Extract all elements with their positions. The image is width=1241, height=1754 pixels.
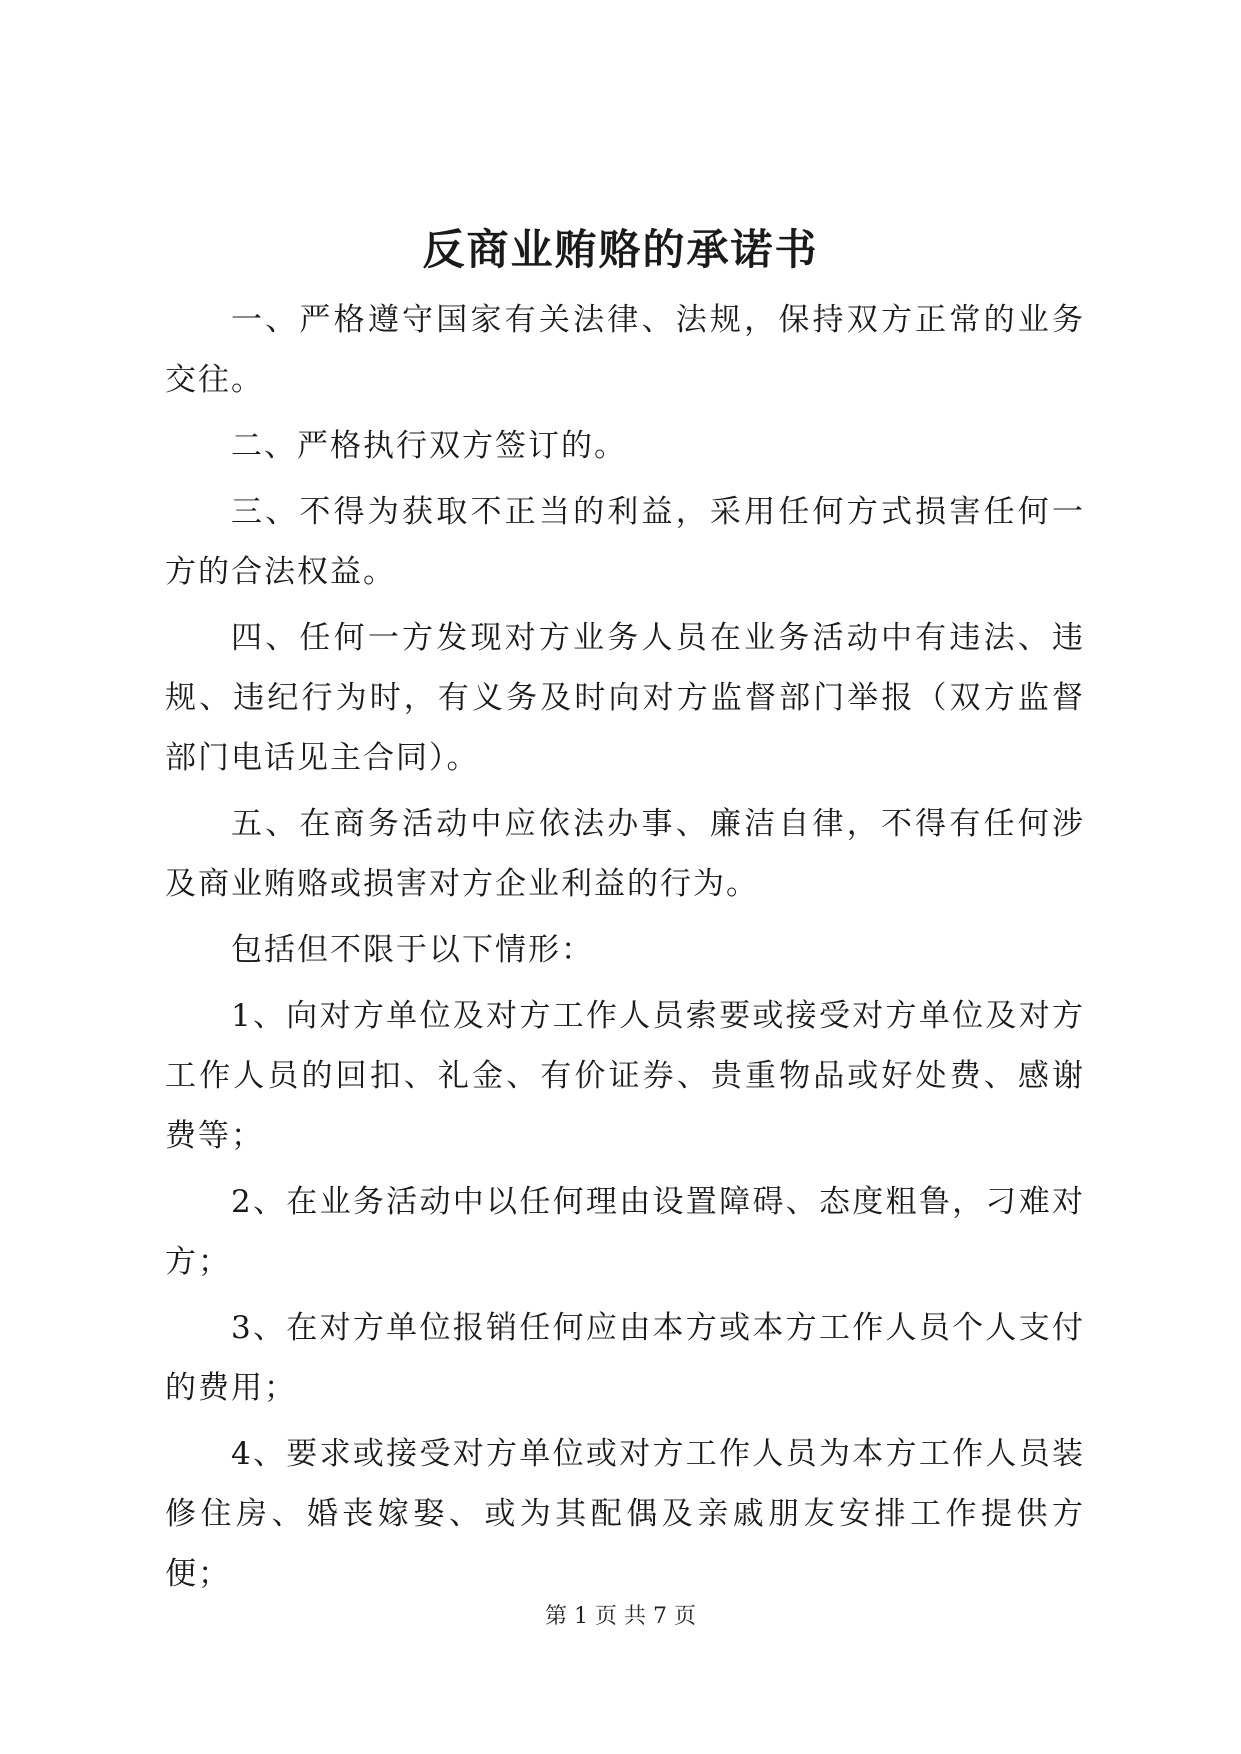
paragraph-7: 1、向对方单位及对方工作人员索要或接受对方单位及对方工作人员的回扣、礼金、有价证券、贵重物品或好处费、感谢费等； (165, 998, 1085, 1154)
paragraph-6: 包括但不限于以下情形： (231, 932, 594, 968)
paragraph-1: 一、严格遵守国家有关法律、法规，保持双方正常的业务交往。 (165, 302, 1085, 398)
page-number-footer: 第 1 页 共 7 页 (545, 1604, 696, 1629)
paragraph-2: 二、严格执行双方签订的。 (231, 428, 627, 464)
paragraph-4: 四、任何一方发现对方业务人员在业务活动中有违法、违规、违纪行为时，有义务及时向对方监督部门举报（双方监督部门电话见主合同）。 (165, 620, 1085, 776)
paragraph-10: 4、要求或接受对方单位或对方工作人员为本方工作人员装修住房、婚丧嫁娶、或为其配偶及亲戚朋友安排工作提供方便； (165, 1436, 1085, 1592)
paragraph-3: 三、不得为获取不正当的利益，采用任何方式损害任何一方的合法权益。 (165, 494, 1085, 590)
paragraph-8: 2、在业务活动中以任何理由设置障碍、态度粗鲁，刁难对方； (165, 1184, 1085, 1280)
paragraph-5: 五、在商务活动中应依法办事、廉洁自律，不得有任何涉及商业贿赂或损害对方企业利益的行为。 (165, 806, 1085, 902)
document-body (165, 290, 1085, 1610)
document-title: 反商业贿赂的承诺书 (422, 225, 819, 274)
paragraph-9: 3、在对方单位报销任何应由本方或本方工作人员个人支付的费用； (165, 1310, 1085, 1406)
